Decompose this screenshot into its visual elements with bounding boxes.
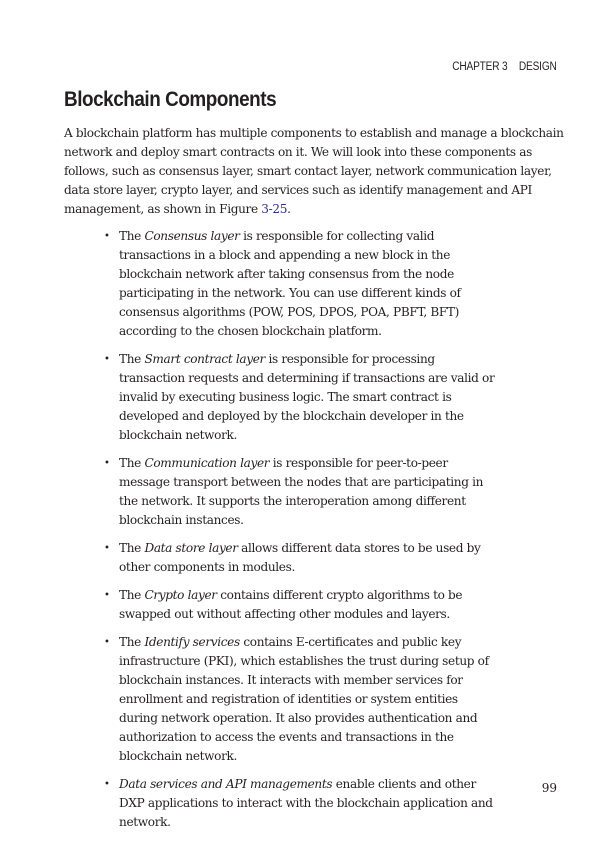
list-item-smart-contract-layer bbox=[64, 350, 499, 445]
list-item-identify-services bbox=[64, 633, 499, 766]
item-term: Consensus layer bbox=[144, 229, 240, 243]
bullet-icon: • bbox=[104, 231, 110, 242]
bullet-icon: • bbox=[104, 458, 110, 469]
bullet-icon: • bbox=[104, 354, 110, 365]
bullet-icon: • bbox=[104, 590, 110, 601]
item-text: contains E-certificates and public key infrastructure (PKI), which establishes the trust during setup of blockchain instances. It interacts with member services for enrollment and registration of identities or system entities during network operation. It also provides authentication and authorization to access the events and transactions in the blockchain network. bbox=[119, 635, 489, 763]
running-header bbox=[453, 61, 557, 73]
list-item-data-services-api bbox=[64, 775, 499, 832]
page-number: 99 bbox=[541, 781, 557, 795]
intro-text: A blockchain platform has multiple components to establish and manage a blockchain network and deploy smart contracts on it. We will look into these components as follows, such as consensus layer, smart contact layer, network communication layer, data store layer, crypto layer, and services such as identify management and API management, as shown in Figure bbox=[64, 126, 564, 216]
item-prefix: The bbox=[119, 229, 145, 243]
item-term: Data services and API managements bbox=[119, 777, 333, 791]
bullet-icon: • bbox=[104, 543, 110, 554]
item-term: Identify services bbox=[144, 635, 240, 649]
item-text: enable clients and other DXP applications to interact with the blockchain application and network. bbox=[119, 777, 493, 829]
component-list bbox=[64, 227, 564, 832]
figure-link[interactable]: 3-25 bbox=[261, 202, 288, 216]
item-text: is responsible for peer-to-peer message transport between the nodes that are participating in the network. It supports the interoperation among different blockchain instances. bbox=[119, 456, 484, 527]
item-prefix: The bbox=[119, 635, 145, 649]
item-prefix: The bbox=[119, 541, 145, 555]
bullet-icon: • bbox=[104, 637, 110, 648]
list-item-crypto-layer bbox=[64, 586, 499, 624]
list-item-data-store-layer bbox=[64, 539, 499, 577]
section-title: Blockchain Components bbox=[64, 88, 277, 111]
list-item-communication-layer bbox=[64, 454, 499, 530]
item-prefix: The bbox=[119, 456, 145, 470]
body-content bbox=[64, 124, 564, 841]
item-term: Data store layer bbox=[144, 541, 238, 555]
intro-paragraph bbox=[64, 124, 564, 219]
item-term: Crypto layer bbox=[144, 588, 217, 602]
item-text: contains different crypto algorithms to be swapped out without affecting other modules and layers. bbox=[119, 588, 463, 621]
intro-text-end: . bbox=[287, 202, 291, 216]
item-text: is responsible for collecting valid transactions in a block and appending a new block in the blockchain network after taking consensus from the node participating in the network. You can use different kinds of consensus algorithms (POW, POS, DPOS, POA, PBFT, BFT) according to the chosen blockchain platform. bbox=[119, 229, 461, 338]
chapter-label: CHAPTER 3 bbox=[452, 61, 508, 73]
item-term: Communication layer bbox=[144, 456, 270, 470]
item-prefix: The bbox=[119, 352, 145, 366]
bullet-icon: • bbox=[104, 779, 110, 790]
item-text: is responsible for processing transaction requests and determining if transactions are valid or invalid by executing business logic. The smart contract is developed and deployed by the blockchain developer in the blockchain network. bbox=[119, 352, 495, 442]
item-term: Smart contract layer bbox=[144, 352, 265, 366]
section-label: DESIGN bbox=[519, 61, 557, 73]
item-prefix: The bbox=[119, 588, 145, 602]
item-text: allows different data stores to be used by other components in modules. bbox=[119, 541, 481, 574]
list-item-consensus-layer bbox=[64, 227, 499, 341]
